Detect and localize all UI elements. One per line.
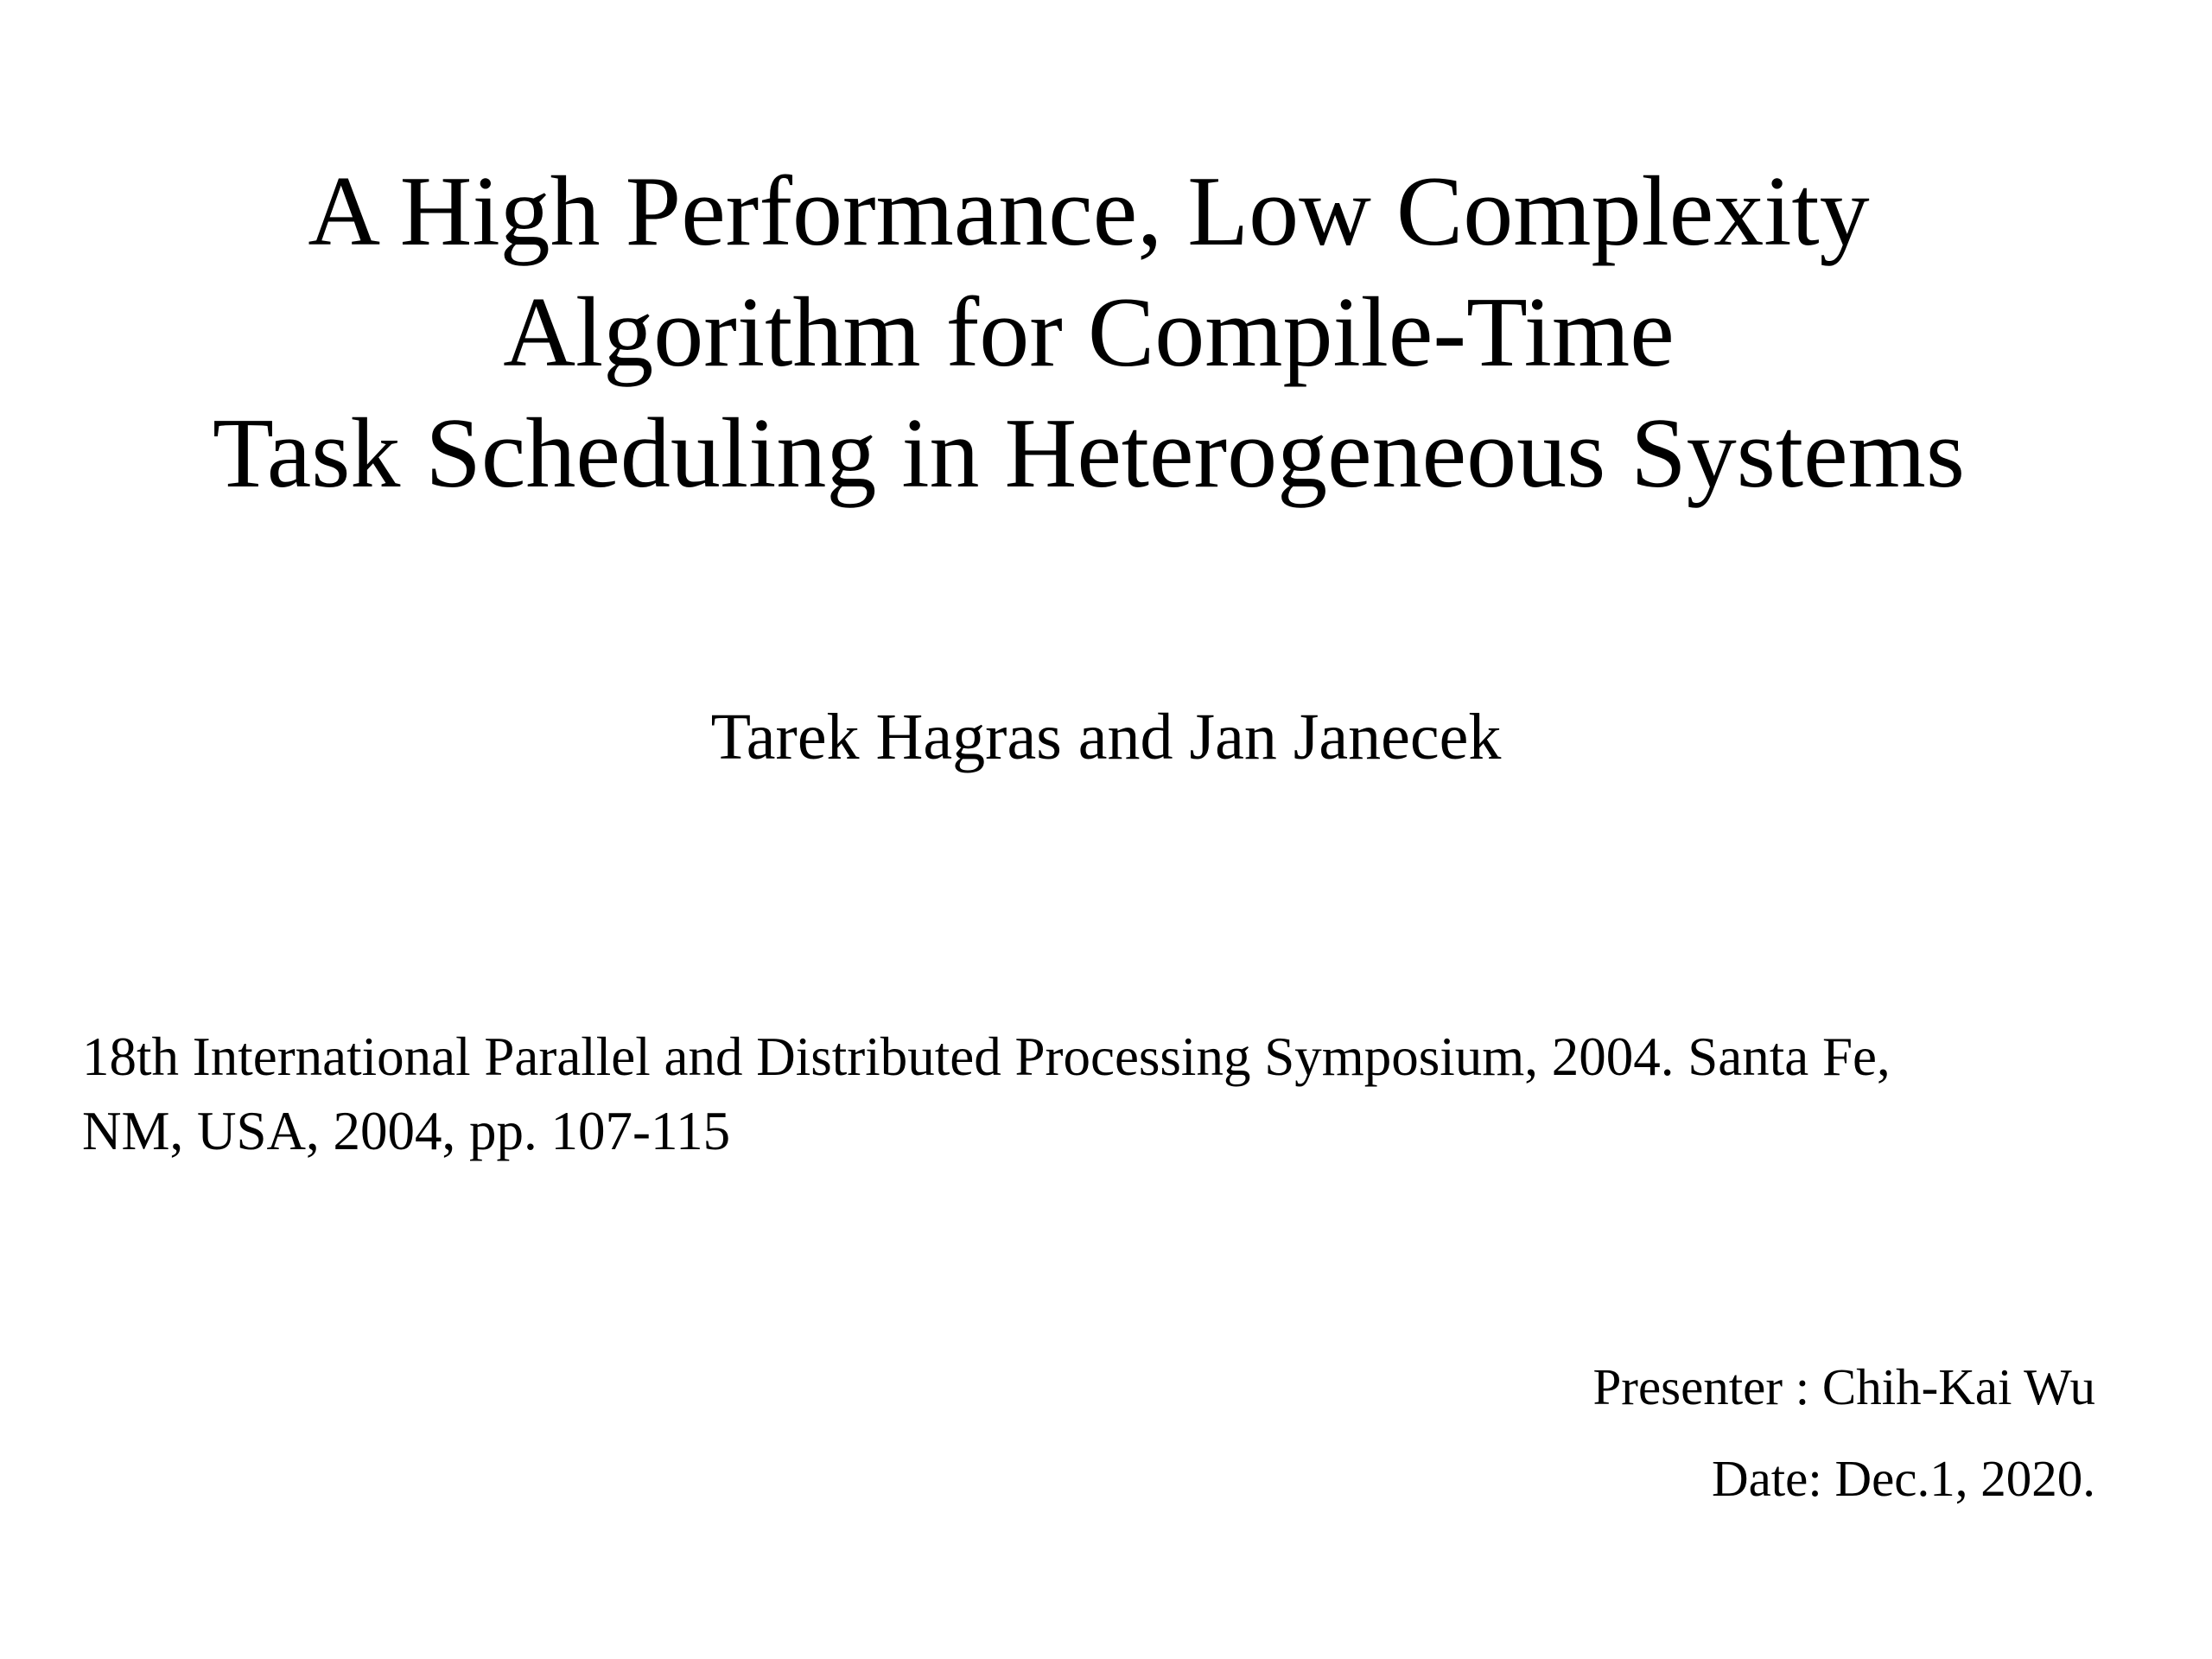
title-line: A High Performance, Low Complexity (308, 156, 1870, 267)
presentation-date: Date: Dec.1, 2020. (1712, 1450, 2095, 1507)
venue-line: NM, USA, 2004, pp. 107-115 (82, 1101, 731, 1161)
authors: Tarek Hagras and Jan Janecek (710, 701, 1502, 773)
title-line: Task Scheduling in Heterogeneous Systems (212, 398, 1966, 509)
presentation-info (1592, 1341, 2095, 1524)
presenter: Presenter : Chih-Kai Wu (1592, 1358, 2095, 1415)
slide-title (69, 151, 2108, 514)
publication-venue (82, 1020, 2173, 1168)
venue-line: 18th International Parallel and Distributed Processing Symposium, 2004. Santa Fe, (82, 1027, 1891, 1087)
title-line: Algorithm for Compile-Time (503, 277, 1675, 388)
